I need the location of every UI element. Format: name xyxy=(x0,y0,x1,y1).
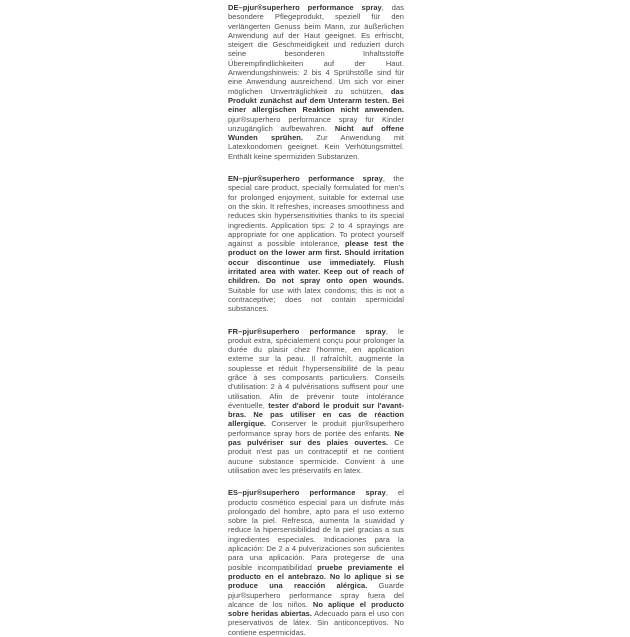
text-segment: EN–pjur®superhero performance spray xyxy=(228,174,383,184)
text-segment: pruebe previamente el producto en el antebrazo. No lo aplique si se produce una reacción alérgica. xyxy=(228,562,404,591)
text-segment: tester d'abord le produit sur l'avant-bras. Ne pas utiliser en cas de réaction allergique. xyxy=(228,400,405,429)
text-segment: Nicht auf offene Wunden sprühen. xyxy=(228,123,404,143)
paragraph-fr xyxy=(228,327,404,476)
text-segment: please test the product on the lower arm first. Should irritation occur discontinue use immediately. Flush irritated area with water. Keep out of reach of children. Do not spray onto open wounds. xyxy=(228,239,404,286)
text-segment: DE–pjur®superhero performance spray xyxy=(228,3,382,12)
text-segment: ES–pjur®superhero performance spray xyxy=(228,488,386,498)
text-segment: Suitable for use with latex condoms; this is not a contraceptive; does not contain spermicidal substances. xyxy=(228,285,404,314)
text-segment: Ce produit n'est pas un contraceptif et ne contient aucune substance spermicide. Convient à une utilisation avec les préservatifs en latex. xyxy=(228,438,404,475)
text-segment: Guarde pjur®superhero performance spray fuera del alcance de los niños. xyxy=(228,581,404,609)
paragraph-en xyxy=(228,174,404,313)
text-segment: No aplique el producto sobre heridas abiertas. xyxy=(228,599,404,619)
text-segment: , the special care product, specially formulated for men's for prolonged enjoyment, suitable for external use on the skin. It refreshes, increases smoothness and reduces skin hypersensitivities thanks to its special ingredients. Application tips: 2 to 4 sprayings are appropriate for one application. To protect yourself against a possible intolerance, xyxy=(228,174,404,249)
paragraph-es xyxy=(228,488,404,637)
text-segment: pjur®superhero performance spray für Kinder unzugänglich aufbewahren. xyxy=(228,114,404,133)
text-segment: , el producto cosmético especial para un disfrute más prolongado del hombre, apto para el uso externo sobre la piel. Refresca, aumenta la suavidad y reduce la hipersensibilidad de la piel gracias a sus ingredientes especiales. Indicaciones para la aplicación: De 2 a 4 pulverizaciones son suficientes para una aplicación. Para protegerse de una posible incompatibilidad xyxy=(228,488,404,572)
paragraph-de xyxy=(228,3,404,161)
text-segment: , das besondere Pflegeprodukt, speziell für den verlängerten Genuss beim Mann, zur äußerlichen Anwendung auf der Haut geeignet. Es erfrischt, steigert die Geschmeidigkeit und reduziert durch seine besonderen Inhaltsstoffe Überempfindlichkeiten auf der Haut. Anwendungshinweis: 2 bis 4 Sprühstöße sind für eine Anwendung ausreichend. Um sich vor einer möglichen Unverträglichkeit zu schützen, xyxy=(228,3,404,96)
text-segment: Conserver le produit pjur®superhero performance spray hors de portée des enfants. xyxy=(228,419,404,438)
text-segment: Ne pas pulvériser sur des plaies ouvertes. xyxy=(228,428,404,448)
text-segment: das Produkt zunächst auf dem Unterarm testen. Bei einer allergischen Reaktion nicht anwenden. xyxy=(228,86,404,115)
text-segment: FR–pjur®superhero performance spray xyxy=(228,326,386,336)
multilingual-directions-text xyxy=(228,3,404,637)
text-segment: Adecuado para el uso con preservativos de látex. Sin anticonceptivos. No contiene espermicidas. xyxy=(228,609,404,637)
text-segment: , le produit extra, spécialement conçu pour prolonger la durée du plaisir chez l'homme, en application externe sur la peau. Il rafraîchît, augmente la souplesse et réduit l'hypersensibilité de la peau grâce à ses composants particuliers. Conseils d'utilisation: 2 à 4 pulvérisations suffisent pour une utilisation. Afin de prévenir toute intolérance éventuelle, xyxy=(228,326,404,410)
text-segment: Zur Anwendung mit Latexkondomen geeignet. Kein Verhütungsmittel. Enthält keine spermiziden Substanzen. xyxy=(228,133,404,161)
